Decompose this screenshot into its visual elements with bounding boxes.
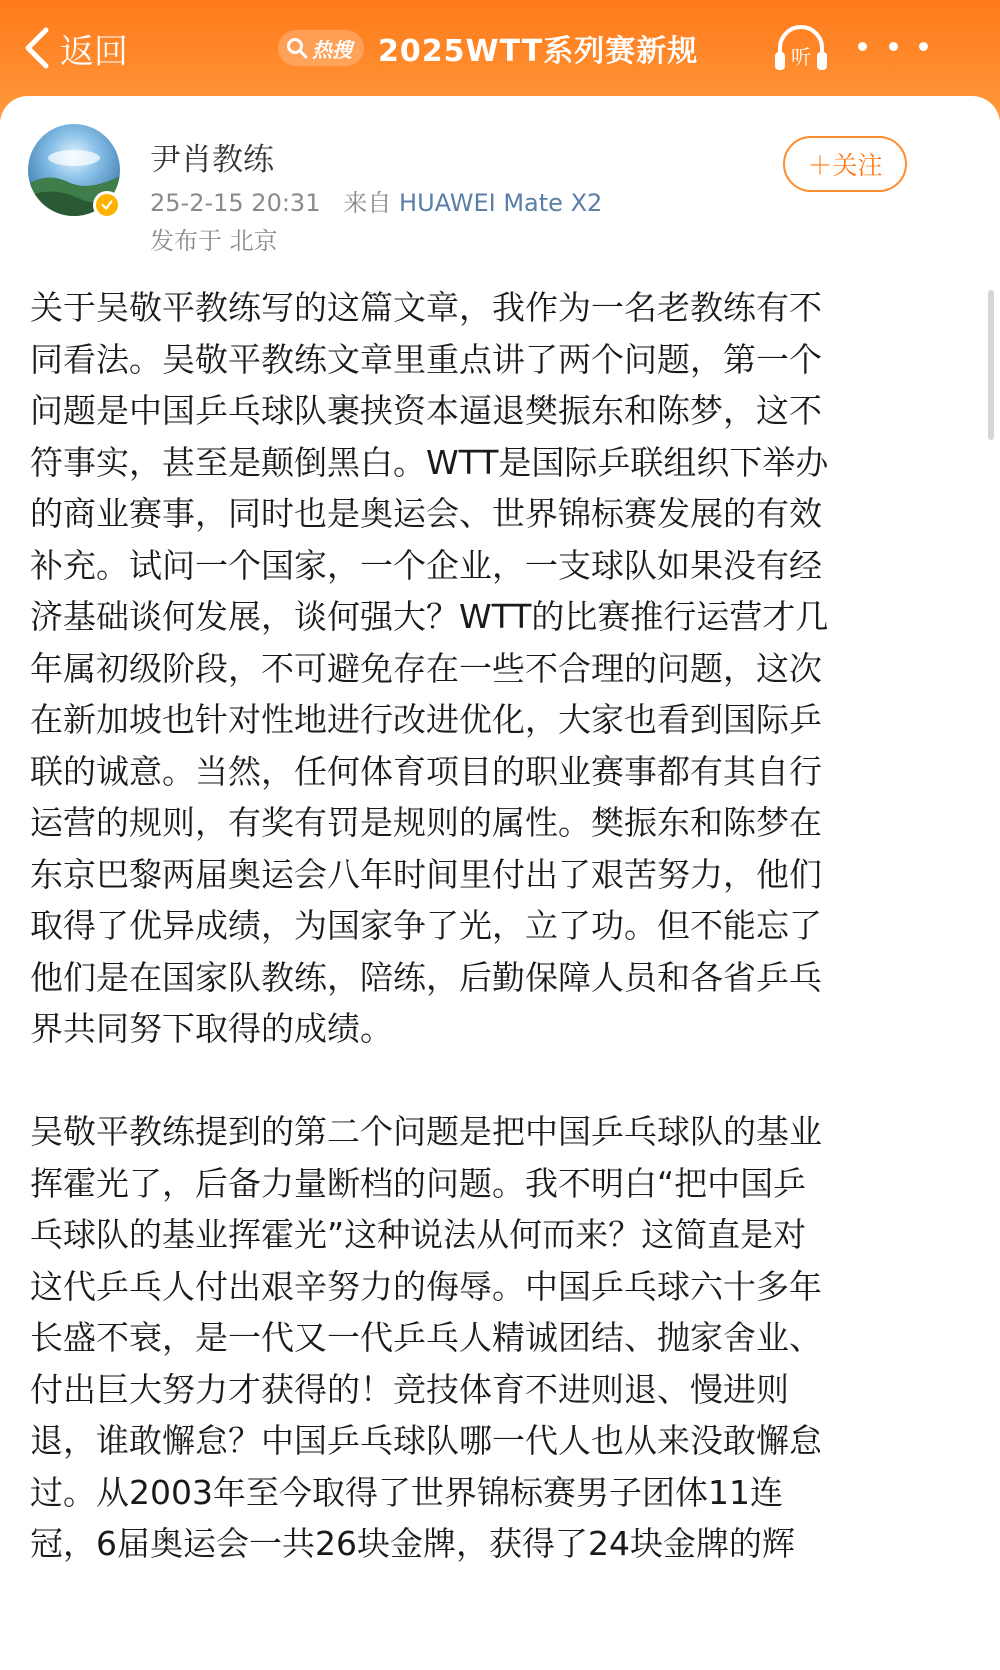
text-line: 这代乒乓人付出艰辛努力的侮辱。中国乒乓球六十多年: [30, 1266, 822, 1306]
back-button[interactable]: [22, 20, 128, 76]
text-line: 付出巨大努力才获得的！竞技体育不进则退、慢进则: [30, 1369, 789, 1409]
text-line: 过。从2003年至今取得了世界锦标赛男子团体11连: [30, 1472, 783, 1512]
post-body: [30, 282, 930, 1570]
text-line: 关于吴敬平教练写的这篇文章，我作为一名老教练有不: [30, 288, 822, 327]
scrollbar[interactable]: [988, 290, 994, 440]
text-line: 在新加坡也针对性地进行改进优化，大家也看到国际乒: [30, 700, 822, 739]
text-line: 他们是在国家队教练，陪练，后勤保障人员和各省乒乓: [30, 957, 822, 997]
text-line: 冠，6届奥运会一共26块金牌，获得了24块金牌的辉: [30, 1524, 795, 1563]
text-line: 界共同努下取得的成绩。: [30, 1009, 393, 1048]
page-title: 2025WTT系列赛新规: [378, 34, 699, 69]
back-label: 返回: [60, 31, 128, 72]
hot-search-badge: [278, 30, 364, 66]
listen-button[interactable]: [770, 18, 832, 78]
more-dot: [919, 42, 928, 51]
follow-button[interactable]: ＋关注: [783, 136, 907, 192]
text-line: 年属初级阶段，不可避免存在一些不合理的问题，这次: [30, 648, 822, 688]
post-datetime: 25-2-15 20:31: [150, 189, 321, 217]
text-line: 符事实，甚至是颠倒黑白。WTT是国际乒联组织下举办: [30, 442, 829, 482]
paragraph-1: [30, 282, 930, 1055]
text-line: 同看法。吴敬平教练文章里重点讲了两个问题，第一个: [30, 339, 822, 379]
search-icon: [286, 37, 308, 59]
text-line: 取得了优异成绩，为国家争了光，立了功。但不能忘了: [30, 906, 822, 945]
text-line: 问题是中国乒乓球队裹挟资本逼退樊振东和陈梦，这不: [30, 391, 822, 430]
paragraph-2: [30, 1106, 930, 1570]
text-line: 长盛不衰，是一代又一代乒乓人精诚团结、抛家舍业、: [30, 1318, 822, 1357]
text-line: 挥霍光了，后备力量断档的问题。我不明白“把中国乒: [30, 1163, 807, 1203]
text-line: 补充。试问一个国家，一个企业，一支球队如果没有经: [30, 545, 822, 585]
more-options-button[interactable]: [858, 26, 928, 66]
device-link[interactable]: HUAWEI Mate X2: [399, 189, 603, 217]
verified-badge-icon: [93, 191, 121, 219]
text-line: 联的诚意。当然，任何体育项目的职业赛事都有其自行: [30, 751, 822, 791]
hot-badge-label: 热搜: [312, 37, 352, 62]
more-dot: [889, 42, 898, 51]
text-line: 东京巴黎两届奥运会八年时间里付出了艰苦努力，他们: [30, 854, 822, 894]
text-line: 济基础谈何发展，谈何强大？WTT的比赛推行运营才几: [30, 597, 829, 636]
text-line: 的商业赛事，同时也是奥运会、世界锦标赛发展的有效: [30, 494, 822, 533]
text-line: 退，谁敢懈怠？中国乒乓球队哪一代人也从来没敢懈怠: [30, 1421, 822, 1460]
text-line: 运营的规则，有奖有罚是规则的属性。樊振东和陈梦在: [30, 803, 822, 842]
text-line: 吴敬平教练提到的第二个问题是把中国乒乓球队的基业: [30, 1112, 822, 1151]
author-name[interactable]: 尹肖教练: [150, 142, 274, 178]
paragraph-spacer: [30, 1055, 930, 1107]
post-meta: [150, 183, 602, 218]
source-prefix: 来自: [343, 189, 392, 217]
headphones-icon: [770, 18, 832, 78]
post-location: 发布于 北京: [150, 227, 278, 255]
listen-label: 听: [791, 45, 811, 69]
text-line: 乓球队的基业挥霍光”这种说法从何而来？这简直是对: [30, 1215, 807, 1254]
more-dot: [858, 42, 867, 51]
chevron-left-icon: [22, 26, 52, 70]
hot-search-title[interactable]: [278, 24, 698, 72]
